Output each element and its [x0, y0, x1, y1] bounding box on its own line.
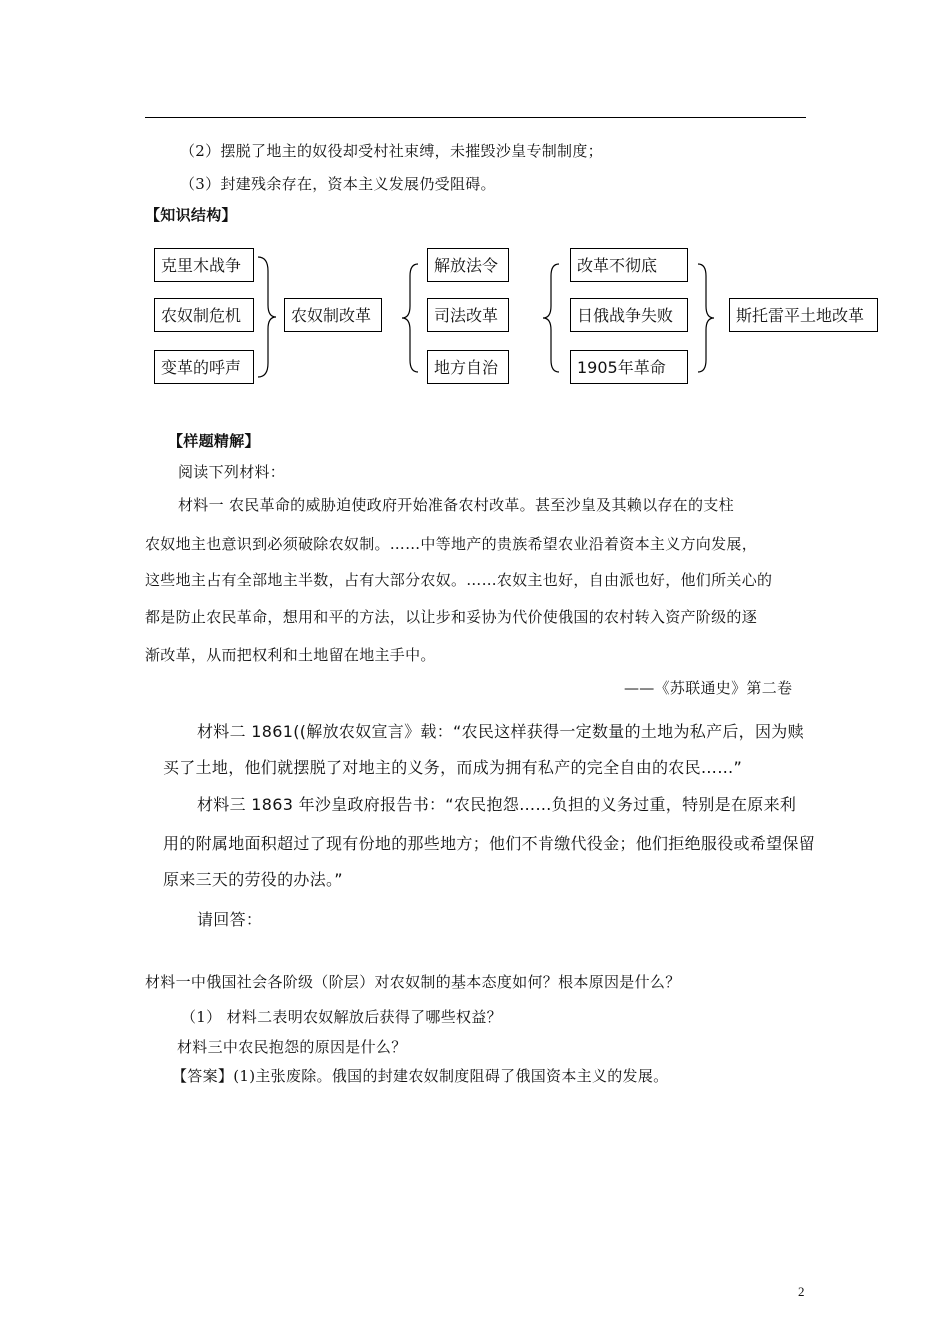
- diagram-outcome-1: 改革不彻底: [570, 248, 688, 282]
- knowledge-heading: 【知识结构】: [145, 206, 237, 224]
- header-rule: [145, 117, 806, 118]
- diagram-reform-3: 地方自治: [427, 350, 509, 384]
- ask-label: 请回答：: [197, 910, 263, 929]
- question-1: 材料一中俄国社会各阶级（阶层）对农奴制的基本态度如何？根本原因是什么？: [145, 973, 681, 991]
- answer: [172, 1066, 668, 1086]
- brace-4: [696, 262, 716, 374]
- diagram-cause-2: 农奴制危机: [154, 298, 254, 332]
- material1-line-5: 渐改革，从而把权利和土地留在地主手中。: [145, 646, 436, 664]
- brace-2: [400, 262, 420, 374]
- diagram-outcome-3: 1905年革命: [570, 350, 688, 384]
- material2-line-1: 材料二 1861((解放农奴宣言》载：“农民这样获得一定数量的土地为私产后，因为赎: [197, 722, 804, 741]
- brace-1: [256, 255, 276, 380]
- material1-line-3: 这些地主占有全部地主半数，占有大部分农奴。……农奴主也好，自由派也好，他们所关心的: [145, 571, 773, 589]
- diagram-result: 斯托雷平土地改革: [729, 298, 878, 332]
- diagram-reform-2: 司法改革: [427, 298, 509, 332]
- material1-line-1: 材料一 农民革命的威胁迫使政府开始准备农村改革。甚至沙皇及其赖以存在的支柱: [178, 496, 734, 514]
- diagram-center: 农奴制改革: [284, 298, 382, 332]
- answer-text: (1)主张废除。俄国的封建农奴制度阻碍了俄国资本主义的发展。: [233, 1067, 669, 1085]
- material1-source: ——《苏联通史》第二卷: [624, 679, 793, 697]
- diagram-reform-1: 解放法令: [427, 248, 509, 282]
- material3-line-2: 用的附属地面积超过了现有份地的那些地方；他们不肯缴代役金；他们拒绝服役或希望保留: [163, 834, 816, 853]
- brace-3: [541, 262, 561, 374]
- material3-line-1: 材料三 1863 年沙皇政府报告书：“农民抱怨……负担的义务过重，特别是在原来利: [197, 795, 797, 814]
- example-heading: 【样题精解】: [168, 432, 260, 450]
- intro-text: 阅读下列材料：: [178, 463, 286, 481]
- top-line-3: （3）封建残余存在，资本主义发展仍受阻碍。: [180, 175, 496, 193]
- diagram-cause-3: 变革的呼声: [154, 350, 254, 384]
- question-2: （1） 材料二表明农奴解放后获得了哪些权益？: [181, 1008, 502, 1026]
- material1-line-4: 都是防止农民革命，想用和平的方法，以让步和妥协为代价使俄国的农村转入资产阶级的逐: [145, 608, 758, 626]
- material2-line-2: 买了土地，他们就摆脱了对地主的义务，而成为拥有私产的完全自由的农民……”: [163, 758, 743, 777]
- answer-label: 【答案】: [172, 1067, 234, 1085]
- top-line-2: （2）摆脱了地主的奴役却受村社束缚，未摧毁沙皇专制制度；: [180, 142, 603, 160]
- page-number: 2: [798, 1284, 805, 1299]
- question-3: 材料三中农民抱怨的原因是什么？: [177, 1038, 407, 1056]
- diagram-cause-1: 克里木战争: [154, 248, 254, 282]
- material1-line-2: 农奴地主也意识到必须破除农奴制。……中等地产的贵族希望农业沿着资本主义方向发展，: [145, 535, 758, 553]
- diagram-outcome-2: 日俄战争失败: [570, 298, 688, 332]
- material3-line-3: 原来三天的劳役的办法。”: [163, 870, 343, 889]
